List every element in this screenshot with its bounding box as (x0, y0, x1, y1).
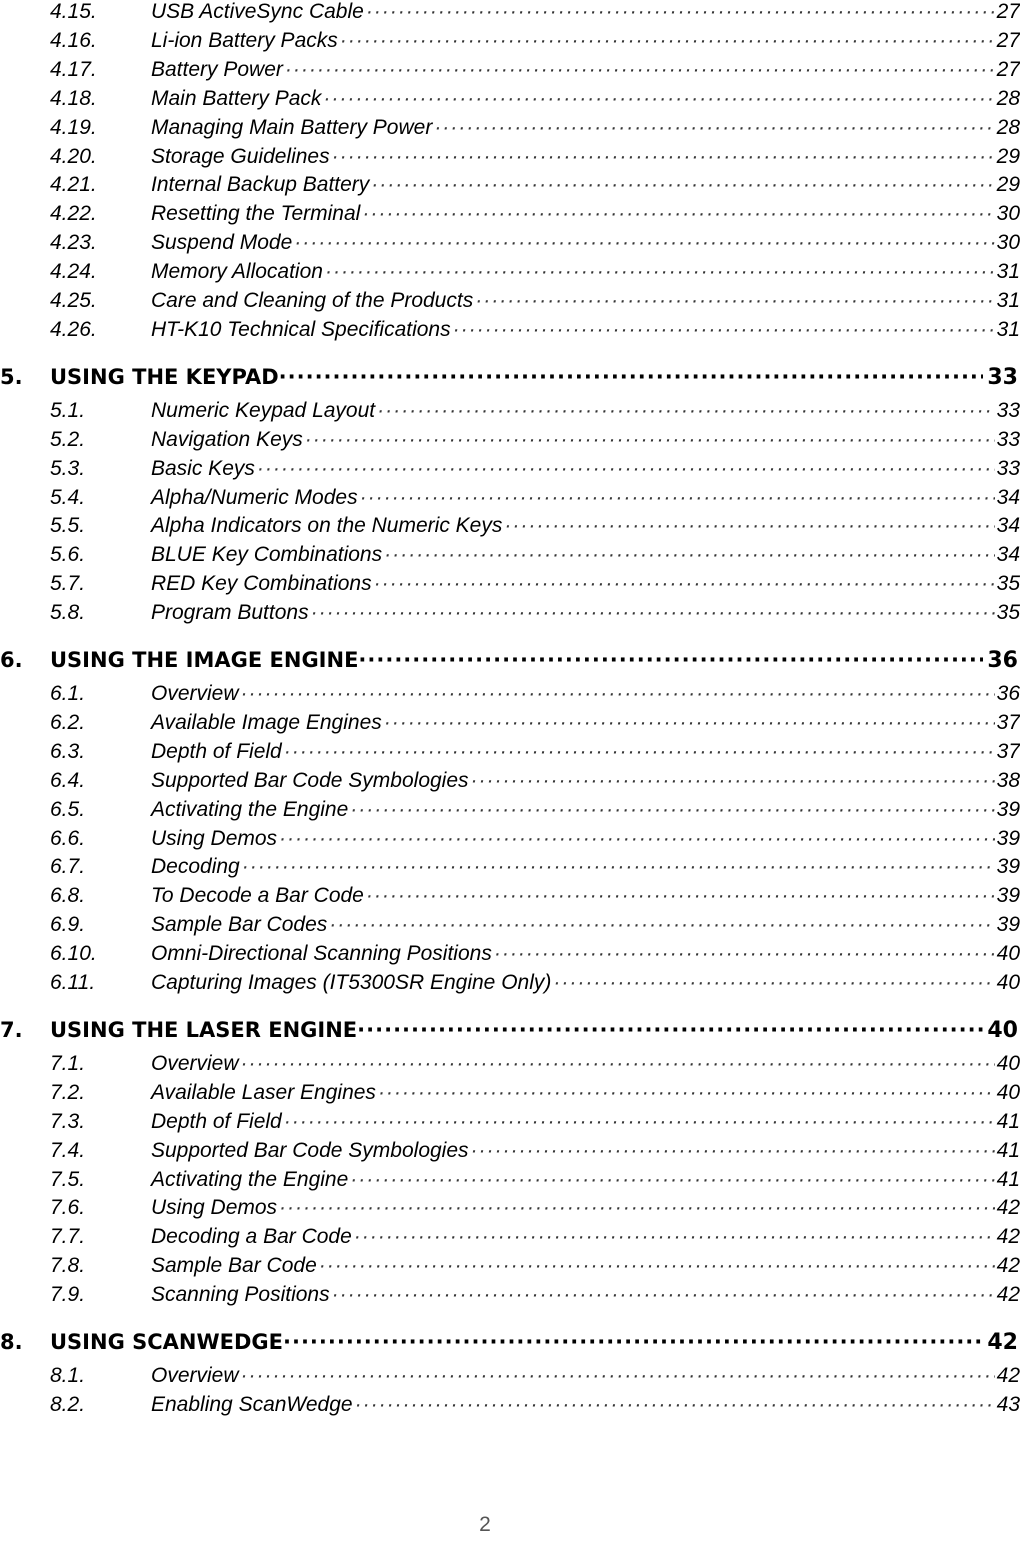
toc-entry[interactable] (50, 231, 1020, 260)
dot-leader (284, 1110, 995, 1134)
dot-leader (319, 1254, 995, 1278)
page-ref: 31 (996, 317, 1020, 341)
page-ref: 33 (996, 427, 1020, 451)
section-number: 8.2. (50, 1392, 86, 1416)
toc-entry[interactable] (50, 1225, 1020, 1254)
dot-leader (279, 365, 984, 389)
toc-entry[interactable] (50, 87, 1020, 116)
dot-leader (494, 942, 995, 966)
section-title: Capturing Images (IT5300SR Engine Only) (151, 971, 552, 994)
page-ref: 27 (996, 28, 1020, 52)
toc-entry[interactable] (50, 884, 1020, 913)
section-title: Activating the Engine (151, 1167, 349, 1191)
section-title: BLUE Key Combinations (151, 543, 383, 567)
section-number: 4.17. (50, 57, 97, 81)
page-ref: 36 (996, 682, 1020, 705)
page-ref: 35 (996, 601, 1020, 625)
toc-entry[interactable] (50, 711, 1020, 740)
toc-entry[interactable] (50, 740, 1020, 769)
section-number: 7.7. (50, 1225, 86, 1249)
dot-leader (283, 1330, 983, 1354)
dot-leader (285, 58, 995, 82)
dot-leader (504, 514, 994, 538)
toc-entry[interactable] (50, 289, 1020, 318)
toc-entry[interactable] (50, 1081, 1020, 1110)
page-ref: 42 (996, 1364, 1020, 1387)
section-number: 6.3. (50, 739, 86, 763)
section-title: Alpha Indicators on the Numeric Keys (151, 514, 503, 538)
dot-leader (360, 486, 995, 510)
section-number: 6.11. (50, 971, 96, 994)
section-number: 5.7. (50, 572, 86, 596)
section-title: Overview (151, 682, 239, 705)
page-ref: 27 (996, 57, 1020, 81)
dot-leader (241, 1052, 995, 1076)
section-title: Depth of Field (151, 1109, 282, 1133)
toc-entry[interactable] (50, 58, 1020, 87)
page-ref: 34 (996, 485, 1020, 509)
dot-leader (332, 1283, 995, 1307)
section-title: USING SCANWEDGE (50, 1330, 283, 1354)
toc-entry[interactable] (50, 1110, 1020, 1139)
dot-leader (242, 855, 995, 879)
section-title: Decoding a Bar Code (151, 1225, 352, 1249)
page-ref: 41 (996, 1138, 1020, 1162)
page-ref: 40 (996, 942, 1020, 966)
page-ref: 39 (996, 797, 1020, 821)
page-ref: 42 (996, 1254, 1020, 1278)
toc-entry[interactable] (50, 855, 1020, 884)
section-number: 5.6. (50, 543, 86, 567)
toc-entry[interactable] (50, 769, 1020, 798)
section-number: 6.7. (50, 855, 86, 879)
toc-entry[interactable] (50, 1283, 1020, 1312)
section-title: Alpha/Numeric Modes (151, 485, 358, 509)
toc-entry[interactable] (50, 601, 1020, 630)
section-title: Enabling ScanWedge (151, 1392, 353, 1416)
page-ref: 40 (987, 1017, 1018, 1043)
section-number: 5.8. (50, 601, 86, 625)
section-number: 7.6. (50, 1196, 86, 1220)
toc-entry[interactable] (50, 1393, 1020, 1422)
section-title: Using Demos (151, 1196, 278, 1220)
section-title: Sample Bar Code (151, 1254, 317, 1278)
toc-chapter[interactable] (0, 365, 1018, 399)
page-ref: 37 (996, 739, 1020, 763)
dot-leader (329, 913, 994, 937)
page-ref: 28 (996, 115, 1020, 139)
section-number: 4.19. (50, 115, 97, 139)
page-ref: 31 (996, 260, 1020, 284)
dot-leader (294, 231, 994, 255)
page-ref: 41 (996, 1167, 1020, 1191)
page-ref: 40 (996, 1051, 1020, 1075)
section-number: 4.24. (50, 260, 97, 284)
dot-leader (332, 145, 995, 169)
section-title: Program Buttons (151, 601, 309, 625)
dot-leader (384, 543, 995, 567)
section-number: 6.4. (50, 768, 86, 792)
section-title: Supported Bar Code Symbologies (151, 1138, 469, 1162)
dot-leader (384, 711, 995, 735)
page-ref: 39 (996, 913, 1020, 937)
toc-entry[interactable] (50, 1364, 1020, 1393)
page-ref: 39 (996, 826, 1020, 850)
dot-leader (453, 318, 995, 342)
page-ref: 33 (996, 456, 1020, 480)
page-ref: 30 (996, 231, 1020, 255)
page-ref: 31 (996, 289, 1020, 312)
toc-chapter[interactable] (0, 648, 1018, 682)
section-number: 4.16. (50, 28, 97, 52)
dot-leader (305, 428, 995, 452)
page-ref: 28 (996, 86, 1020, 110)
page-ref: 37 (996, 710, 1020, 734)
section-title: Overview (151, 1364, 239, 1387)
page-ref: 38 (996, 768, 1020, 792)
section-title: Scanning Positions (151, 1283, 330, 1307)
section-number: 5.3. (50, 456, 86, 480)
section-number: 7.9. (50, 1283, 86, 1307)
section-number: 7.8. (50, 1254, 86, 1278)
section-number: 7.4. (50, 1138, 86, 1162)
section-number: 4.25. (50, 289, 97, 312)
toc-entry[interactable] (50, 543, 1020, 572)
section-number: 6.9. (50, 913, 86, 937)
toc-entry[interactable] (50, 798, 1020, 827)
section-number: 7.2. (50, 1080, 86, 1104)
toc-entry[interactable] (50, 457, 1020, 486)
page-ref: 36 (987, 648, 1018, 673)
dot-leader (323, 87, 994, 111)
page-ref: 29 (996, 173, 1020, 197)
dot-leader (362, 202, 994, 226)
toc-chapter[interactable] (0, 1330, 1018, 1364)
section-number: 7.3. (50, 1109, 86, 1133)
section-number: 5.2. (50, 427, 86, 451)
toc-entry[interactable] (50, 971, 1020, 1000)
toc-chapter[interactable] (0, 1018, 1018, 1052)
dot-leader (371, 173, 994, 197)
dot-leader (284, 740, 995, 764)
dot-leader (366, 884, 995, 908)
section-number: 4.15. (50, 0, 97, 23)
page-ref: 42 (987, 1330, 1018, 1355)
toc-entry[interactable] (50, 913, 1020, 942)
dot-leader (279, 1196, 995, 1220)
page-ref: 27 (996, 0, 1020, 23)
toc-entry[interactable] (50, 260, 1020, 289)
section-title: Main Battery Pack (151, 86, 322, 110)
section-number: 4.26. (50, 317, 97, 341)
dot-leader (355, 1393, 995, 1417)
section-title: RED Key Combinations (151, 572, 372, 596)
section-number: 4.18. (50, 86, 97, 110)
section-title: Available Laser Engines (151, 1080, 376, 1104)
section-number: 4.21. (50, 173, 97, 197)
toc-entry[interactable] (50, 514, 1020, 543)
section-title: Activating the Engine (151, 797, 349, 821)
toc-entry[interactable] (50, 1139, 1020, 1168)
page-ref: 34 (996, 514, 1020, 538)
dot-leader (475, 289, 994, 313)
page-ref: 42 (996, 1225, 1020, 1249)
toc-entry[interactable] (50, 1052, 1020, 1081)
section-number: 7.5. (50, 1167, 86, 1191)
section-title: USING THE LASER ENGINE (50, 1017, 358, 1042)
dot-leader (374, 572, 995, 596)
page-ref: 35 (996, 572, 1020, 596)
page-ref: 33 (996, 398, 1020, 422)
section-number: 6.2. (50, 710, 86, 734)
page-ref: 30 (996, 202, 1020, 226)
section-title: USING THE IMAGE ENGINE (50, 648, 359, 672)
dot-leader (279, 827, 995, 851)
section-title: Navigation Keys (151, 427, 303, 451)
section-number: 6.6. (50, 826, 86, 850)
section-number: 4.23. (50, 231, 97, 255)
page-ref: 41 (996, 1109, 1020, 1133)
section-number: 5. (0, 364, 23, 389)
page-ref: 42 (996, 1196, 1020, 1220)
section-number: 6.5. (50, 797, 86, 821)
toc-entry[interactable] (50, 1196, 1020, 1225)
toc-entry[interactable] (50, 1254, 1020, 1283)
dot-leader (241, 1364, 995, 1388)
page-ref: 42 (996, 1283, 1020, 1307)
dot-leader (357, 1018, 983, 1042)
dot-leader (471, 1139, 995, 1163)
section-title: Memory Allocation (151, 260, 323, 284)
dot-leader (354, 1225, 995, 1249)
toc-entry[interactable] (50, 942, 1020, 971)
toc-entry[interactable] (50, 1168, 1020, 1197)
section-number: 6.10. (50, 942, 97, 966)
toc-entry[interactable] (50, 399, 1020, 428)
page-ref: 39 (996, 855, 1020, 879)
section-title: Decoding (151, 855, 240, 879)
section-number: 4.22. (50, 202, 97, 226)
section-title: Storage Guidelines (151, 144, 330, 168)
toc-entry[interactable] (50, 145, 1020, 174)
section-title: Suspend Mode (151, 231, 293, 255)
section-title: Using Demos (151, 826, 278, 850)
section-number: 5.4. (50, 485, 86, 509)
toc-entry[interactable] (50, 173, 1020, 202)
section-title: USB ActiveSync Cable (151, 0, 364, 23)
section-title: Sample Bar Codes (151, 913, 328, 937)
toc-entry[interactable] (50, 29, 1020, 58)
dot-leader (553, 971, 994, 995)
section-title: Available Image Engines (151, 710, 382, 734)
toc-entry[interactable] (50, 486, 1020, 515)
section-number: 6.8. (50, 884, 86, 908)
toc-entry[interactable] (50, 202, 1020, 231)
dot-leader (241, 682, 995, 706)
dot-leader (378, 1081, 995, 1105)
section-title: To Decode a Bar Code (151, 884, 364, 908)
section-title: Supported Bar Code Symbologies (151, 768, 469, 792)
dot-leader (325, 260, 995, 284)
section-title: USING THE KEYPAD (50, 364, 279, 389)
toc-entry[interactable] (50, 827, 1020, 856)
toc-entry[interactable] (50, 572, 1020, 601)
page-number: 2 (479, 1513, 491, 1536)
section-title: Numeric Keypad Layout (151, 398, 376, 422)
toc-entry[interactable] (50, 0, 1020, 29)
section-title: Basic Keys (151, 456, 255, 480)
section-title: Care and Cleaning of the Products (151, 289, 474, 312)
section-title: Li-ion Battery Packs (151, 28, 338, 52)
page-ref: 39 (996, 884, 1020, 908)
page-ref: 40 (996, 1080, 1020, 1104)
dot-leader (311, 601, 995, 625)
section-number: 8. (0, 1330, 23, 1354)
page-ref: 43 (996, 1392, 1020, 1416)
section-title: Depth of Field (151, 739, 282, 763)
section-number: 7. (0, 1017, 23, 1042)
section-title: Resetting the Terminal (151, 202, 361, 226)
page-ref: 40 (996, 971, 1020, 994)
dot-leader (350, 1168, 994, 1192)
section-number: 6. (0, 648, 23, 672)
section-title: HT-K10 Technical Specifications (151, 317, 451, 341)
section-number: 7.1. (50, 1051, 86, 1075)
toc-entry[interactable] (50, 428, 1020, 457)
section-number: 5.1. (50, 398, 86, 422)
section-number: 6.1. (50, 682, 86, 705)
page-ref: 29 (996, 144, 1020, 168)
toc-entry[interactable] (50, 318, 1020, 347)
section-title: Battery Power (151, 57, 283, 81)
dot-leader (377, 399, 995, 423)
toc-entry[interactable] (50, 682, 1020, 711)
section-number: 4.20. (50, 144, 97, 168)
section-title: Overview (151, 1051, 239, 1075)
dot-leader (471, 769, 995, 793)
dot-leader (434, 116, 994, 140)
section-title: Managing Main Battery Power (151, 115, 433, 139)
dot-leader (350, 798, 994, 822)
dot-leader (366, 0, 995, 24)
dot-leader (257, 457, 995, 481)
section-title: Internal Backup Battery (151, 173, 370, 197)
section-number: 5.5. (50, 514, 86, 538)
toc-entry[interactable] (50, 116, 1020, 145)
dot-leader (358, 648, 983, 672)
section-title: Omni-Directional Scanning Positions (151, 942, 492, 966)
page-ref: 34 (996, 543, 1020, 567)
section-number: 8.1. (50, 1364, 86, 1387)
page-ref: 33 (987, 364, 1018, 390)
dot-leader (340, 29, 995, 53)
